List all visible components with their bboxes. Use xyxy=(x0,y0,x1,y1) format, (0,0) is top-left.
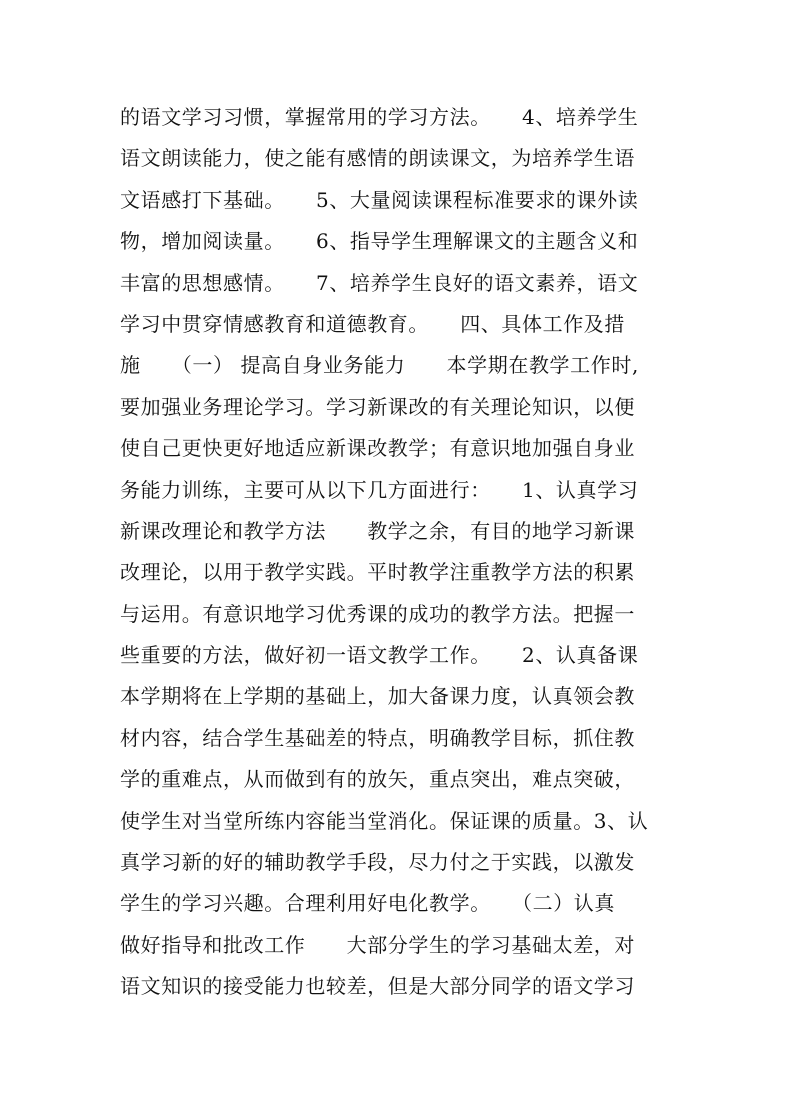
text-line: 学习中贯穿情感教育和道德教育。 四、具体工作及措 xyxy=(120,311,625,336)
text-line: 使学生对当堂所练内容能当堂消化。保证课的质量。3、认 xyxy=(120,808,649,833)
text-line: 学生的学习兴趣。合理利用好电化教学。 （二）认真 xyxy=(120,891,615,916)
text-line: 材内容，结合学生基础差的特点，明确教学目标，抓住教 xyxy=(120,725,635,750)
text-line: 物，增加阅读量。 6、指导学生理解课文的主题含义和 xyxy=(120,229,639,254)
text-line: 学的重难点，从而做到有的放矢，重点突出，难点突破， xyxy=(120,767,635,792)
text-line: 文语感打下基础。 5、大量阅读课程标准要求的课外读 xyxy=(120,187,639,212)
text-line: 真学习新的好的辅助教学手段，尽力付之于实践，以激发 xyxy=(120,850,635,875)
text-line: 务能力训练，主要可从以下几方面进行： 1、认真学习 xyxy=(120,477,639,502)
body-text xyxy=(120,97,680,1008)
text-line: 新课改理论和教学方法 教学之余，有目的地学习新课 xyxy=(120,518,635,543)
text-line: 语文朗读能力，使之能有感情的朗读课文，为培养学生语 xyxy=(120,146,635,171)
text-line: 改理论，以用于教学实践。平时教学注重教学方法的积累 xyxy=(120,560,635,585)
text-line: 与运用。有意识地学习优秀课的成功的教学方法。把握一 xyxy=(120,601,635,626)
text-line: 语文知识的接受能力也较差，但是大部分同学的语文学习 xyxy=(120,974,635,999)
text-line: 些重要的方法，做好初一语文教学工作。 2、认真备课 xyxy=(120,643,639,668)
text-line: 的语文学习习惯，掌握常用的学习方法。 4、培养学生 xyxy=(120,105,639,129)
text-line: 要加强业务理论学习。学习新课改的有关理论知识，以便 xyxy=(120,394,635,419)
text-line: 使自己更快更好地适应新课改教学；有意识地加强自身业 xyxy=(120,436,635,461)
text-line: 本学期将在上学期的基础上，加大备课力度，认真领会教 xyxy=(120,684,635,709)
text-line: 丰富的思想感情。 7、培养学生良好的语文素养，语文 xyxy=(120,270,639,295)
text-line: 做好指导和批改工作 大部分学生的学习基础太差，对 xyxy=(120,932,635,957)
text-line: 施 （一） 提高自身业务能力 本学期在教学工作时, xyxy=(120,353,639,378)
